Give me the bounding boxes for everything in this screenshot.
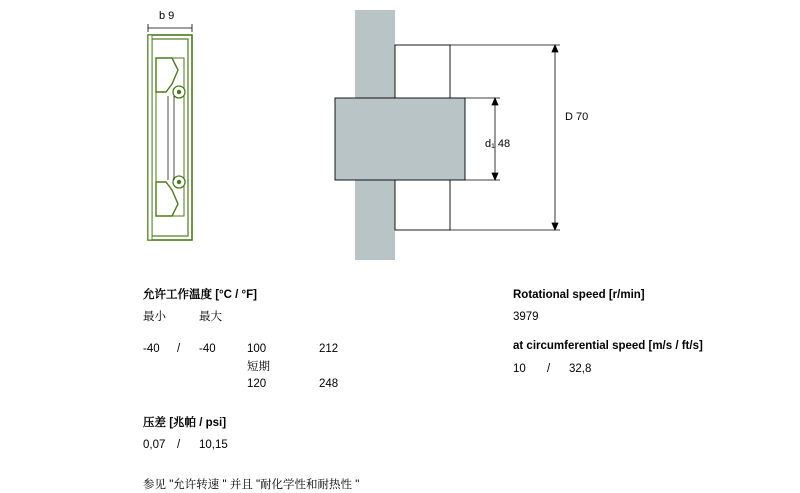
pressure-mpa: 0,07 [143, 439, 166, 452]
temperature-header-row [143, 309, 355, 327]
footnote: 参见 "允许转速 " 并且 "耐化学性和耐热性 " [143, 479, 360, 492]
circumferential-speed-table [513, 361, 617, 379]
pressure-psi: 10,15 [199, 439, 228, 452]
temp-header-pad [247, 309, 319, 327]
shaft [335, 98, 465, 180]
circ-speed-fts: 32,8 [569, 362, 592, 375]
assembly-drawing [300, 0, 800, 280]
pressure-value-row [143, 437, 247, 455]
upper-spring-center [177, 90, 181, 94]
temperature-heading: 允许工作温度 [°C / °F] [143, 289, 257, 301]
temperature-shortterm-label-row [143, 359, 355, 377]
temp-header-sep [177, 309, 199, 327]
temp-max-c: 100 [247, 343, 267, 356]
seal-left-band [148, 35, 152, 240]
short-term-c: 120 [247, 378, 267, 391]
temp-max-f: 212 [319, 343, 339, 356]
temp-min-header: 最小 [143, 311, 166, 324]
specification-block [0, 280, 800, 492]
circ-speed-sep: / [547, 362, 551, 375]
pressure-sep: / [177, 439, 181, 452]
spacer-3 [513, 327, 793, 339]
seal-cross-section-drawing [0, 0, 300, 280]
spacer-2 [143, 455, 483, 477]
pressure-table [143, 437, 247, 455]
pressure-heading: 压差 [兆帕 / psi] [143, 417, 227, 430]
short-term-f: 248 [319, 378, 339, 391]
seal-cross-section-svg [0, 0, 300, 280]
circ-speed-ms: 10 [513, 362, 526, 375]
circumferential-speed-heading: at circumferential speed [m/s / ft/s] [513, 340, 703, 353]
rotational-speed-heading: Rotational speed [r/min] [513, 289, 645, 301]
circumferential-speed-row [513, 361, 617, 379]
right-column [513, 288, 793, 378]
width-dimension [148, 24, 192, 32]
temp-min-c: -40 [143, 343, 160, 356]
temperature-value-row [143, 341, 355, 359]
temp-max-header: 最大 [199, 311, 222, 324]
spacer [143, 394, 483, 416]
inner-diameter-label: d₁ 48 [485, 138, 511, 150]
left-column [143, 288, 483, 493]
width-dimension-label: b 9 [159, 10, 175, 22]
outer-diameter-label: D 70 [565, 111, 589, 123]
temperature-shortterm-value-row [143, 376, 355, 394]
temp-min-f: -40 [199, 343, 216, 356]
assembly-drawing-svg [300, 0, 800, 280]
rotational-speed-value: 3979 [513, 311, 539, 324]
short-term-label: 短期 [247, 360, 270, 373]
temp-min-sep: / [177, 343, 181, 356]
lower-spring-center [177, 180, 181, 184]
temperature-table [143, 309, 355, 394]
